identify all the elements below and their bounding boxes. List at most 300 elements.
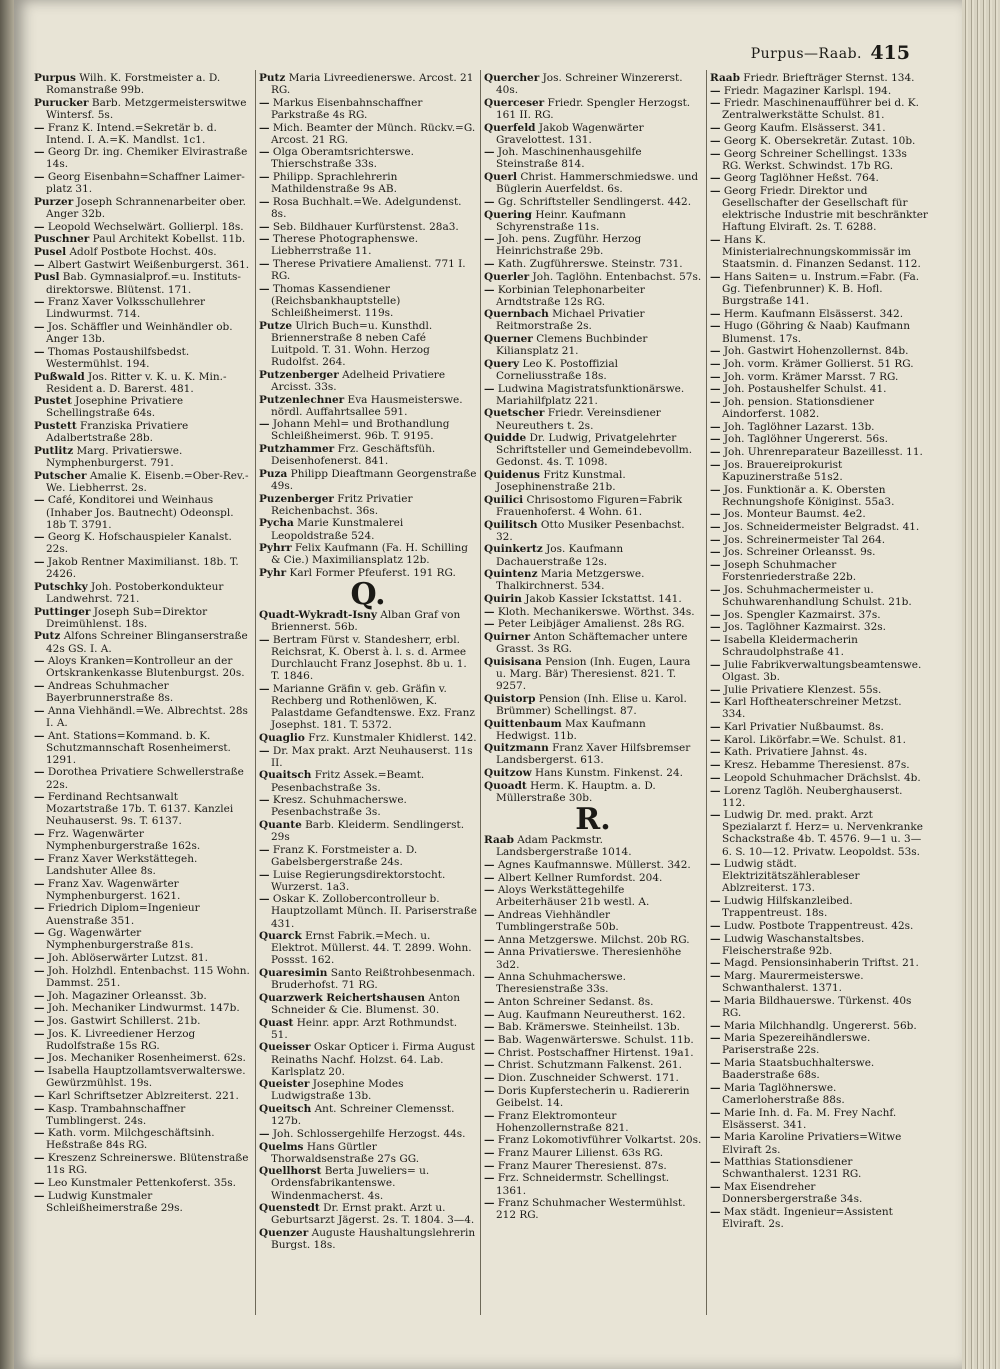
- entry-name: —: [34, 1189, 45, 1202]
- directory-entry: [34, 1015, 252, 1027]
- directory-entry: [34, 72, 252, 96]
- entry-details: Rosa Buchhalt.=We. Adelgundenst. 8s.: [271, 195, 462, 220]
- directory-entry: [710, 895, 928, 919]
- entry-name: Pustett: [34, 420, 77, 433]
- directory-entry: [484, 1134, 702, 1146]
- directory-entry: [34, 531, 252, 555]
- entry-name: —: [34, 1027, 45, 1040]
- directory-entry: [259, 233, 477, 257]
- entry-name: —: [710, 1019, 721, 1032]
- entry-details: Georg Friedr. Direktor und Gesellschafter der Gesellschaft für elektrische Industrie mit beschränkter Haftung Elviraft. 2s. T. 6288.: [722, 185, 928, 234]
- entry-details: Philipp. Sprachlehrerin Mathildenstraße 9s AB.: [271, 171, 398, 196]
- entry-details: Anton Schreiner Sedanst. 8s.: [497, 996, 654, 1008]
- entry-details: Julie Privatiere Klenzest. 55s.: [723, 683, 882, 696]
- directory-entry: [710, 1057, 928, 1081]
- entry-details: Joh. Mechaniker Lindwurmst. 147b.: [47, 1002, 240, 1015]
- entry-name: Raab: [484, 834, 514, 847]
- directory-entry: [710, 1032, 928, 1056]
- directory-entry: [484, 258, 702, 270]
- directory-entry: [34, 1103, 252, 1127]
- entry-details: Ludwig Dr. med. prakt. Arzt Spezialarzt f. Herz= u. Nervenkranke Schackstraße 4b. T. 4576. 9—1 u. 3—6. S. 10—12. Privatw. Leopoldst. 53s.: [722, 809, 923, 858]
- entry-name: Putschky: [34, 580, 88, 593]
- directory-entry: [34, 1002, 252, 1014]
- entry-details: Andreas Schuhmacher Bayerbrunnerstraße 8s.: [46, 680, 174, 705]
- entry-name: —: [34, 877, 45, 890]
- entry-name: —: [710, 759, 721, 772]
- directory-entry: [484, 1047, 702, 1059]
- entry-name: —: [34, 1152, 45, 1165]
- entry-details: Franz Xaver Hilfsbremser Landsbergerst. 613.: [496, 742, 691, 767]
- entry-details: Ludwina Magistratsfunktionärswe. Mariahilfplatz 221.: [496, 382, 685, 407]
- entry-details: Karl Schriftsetzer Ablzreiterst. 221.: [47, 1089, 239, 1102]
- entry-details: Seb. Bildhauer Kurfürstenst. 28a3.: [272, 220, 459, 233]
- entry-details: Jos. Spengler Kazmairst. 37s.: [723, 608, 881, 621]
- directory-entry: [34, 494, 252, 530]
- directory-entry: [259, 283, 477, 319]
- entry-details: Matthias Stationsdiener Schwanthalerst. 1231 RG.: [722, 1156, 862, 1181]
- directory-entry: [34, 965, 252, 989]
- entry-details: Jakob Rentner Maximilianst. 18b. T. 2426.: [46, 556, 239, 581]
- directory-entry: [710, 345, 928, 357]
- entry-name: —: [259, 220, 270, 233]
- entry-details: Joh. Taglöhner Lazarst. 13b.: [723, 420, 875, 433]
- directory-entry: [484, 308, 702, 332]
- entry-name: —: [710, 559, 721, 572]
- entry-details: Dr. Ludwig, Privatgelehrter Schriftsteller und Gemeindebevollm. Gedonst. 4s. T. 1098.: [496, 432, 693, 469]
- entry-details: Fritz Kunstmal. Josephinenstraße 21b.: [496, 469, 626, 494]
- entry-name: —: [259, 233, 270, 246]
- directory-entry: [710, 148, 928, 172]
- directory-entry: [484, 1009, 702, 1021]
- directory-entry: [34, 1028, 252, 1052]
- entry-details: Paul Architekt Kobellst. 11b.: [92, 233, 246, 246]
- entry-name: —: [484, 858, 495, 871]
- entry-name: —: [34, 828, 45, 841]
- page-edges: [962, 0, 1000, 1369]
- directory-entry: [710, 396, 928, 420]
- entry-name: —: [484, 1084, 495, 1097]
- entry-name: —: [484, 1034, 495, 1047]
- entry-name: —: [710, 994, 721, 1007]
- entry-name: —: [34, 1176, 45, 1189]
- directory-entry: [710, 1206, 928, 1230]
- directory-entry: [259, 967, 477, 991]
- entry-details: Hans Gürtler Thorwaldsenstraße 27s GG.: [271, 1140, 420, 1165]
- entry-details: Max städt. Ingenieur=Assistent Elviraft. 2s.: [722, 1205, 893, 1230]
- entry-details: Ludwig Kunstmaler Schleißheimerstraße 29s.: [46, 1189, 183, 1214]
- directory-entry: [710, 383, 928, 395]
- entry-details: Jos. Funktionär a. K. Obersten Rechnungshofe Königinst. 55a3.: [722, 483, 895, 508]
- entry-name: Quilitsch: [484, 518, 538, 531]
- entry-details: Ludwig Waschanstaltsbes. Fleischerstraße 92b.: [722, 932, 865, 957]
- entry-details: Joh. vorm. Krämer Marsst. 7 RG.: [723, 370, 899, 383]
- directory-entry: [710, 172, 928, 184]
- directory-entry: [484, 146, 702, 170]
- entry-name: —: [484, 1008, 495, 1021]
- entry-name: —: [710, 446, 721, 459]
- directory-entry: [34, 171, 252, 195]
- entry-details: Ant. Stations=Kommand. b. K. Schutzmannschaft Rosenheimerst. 1291.: [46, 729, 231, 766]
- entry-name: —: [710, 383, 721, 396]
- directory-entry: [259, 1041, 477, 1077]
- entry-details: Joh. pension. Stationsdiener Aindorferst. 1082.: [722, 395, 875, 421]
- directory-entry: [710, 759, 928, 771]
- entry-details: Joh. pens. Zugführ. Herzog Heinrichstraße 29b.: [496, 233, 642, 258]
- directory-entry: [34, 952, 252, 964]
- entry-name: —: [710, 733, 721, 746]
- entry-name: —: [710, 546, 721, 559]
- entry-details: Friedr. Briefträger Sternst. 134.: [743, 72, 915, 84]
- directory-entry: [484, 909, 702, 933]
- entry-name: —: [259, 634, 270, 646]
- entry-name: —: [34, 531, 45, 544]
- directory-entry: [710, 659, 928, 683]
- entry-name: —: [710, 1081, 721, 1094]
- directory-entry: [484, 209, 702, 233]
- entry-details: Oskar K. Zollobercontrolleur b. Hauptzollamt Münch. II. Pariserstraße 431.: [271, 893, 477, 930]
- entry-details: Joh. Postoberkondukteur Landwehrst. 721.: [46, 580, 224, 605]
- entry-name: Purzer: [34, 195, 74, 208]
- entry-name: —: [710, 185, 721, 197]
- entry-details: Kasp. Trambahnschaffner Tumblingerst. 24s.: [46, 1102, 186, 1127]
- letter-heading: R.: [575, 801, 611, 837]
- entry-details: Friedr. Spengler Herzogst. 161 II. RG.: [496, 96, 691, 121]
- entry-details: Ludwig Hilfskanzleibed. Trappentreust. 18s.: [722, 895, 853, 920]
- directory-entry: [484, 271, 702, 283]
- directory-entry: [259, 893, 477, 929]
- entry-details: Maria Taglöhnerswe. Camerloherstraße 88s.: [722, 1081, 845, 1106]
- entry-details: Karol. Likörfabr.=We. Schulst. 81.: [723, 733, 906, 746]
- directory-entry: [259, 634, 477, 682]
- directory-entry: [710, 609, 928, 621]
- entry-details: Santo Reißtrohbesenmach. Bruderhofst. 71 RG.: [271, 967, 476, 992]
- entry-details: Hans Kunstm. Finkenst. 24.: [534, 767, 683, 780]
- directory-entry: [710, 72, 928, 84]
- entry-name: Quering: [484, 208, 532, 221]
- entry-details: Ulrich Buch=u. Kunsthdl. Briennerstraße 8 neben Café Luitpold. T. 31. Wohn. Herzog Rudolfst. 264.: [271, 319, 433, 369]
- directory-entry: [484, 1147, 702, 1159]
- entry-details: Agnes Kaufmannswe. Müllerst. 342.: [497, 858, 691, 871]
- entry-details: Hans K. Ministerialrechnungskommissär im Staatsmin. d. Finanzen Sedanst. 112.: [722, 233, 921, 271]
- entry-name: —: [259, 744, 270, 757]
- entry-details: Maria Staatsbuchhalterswe. Baaderstraße 68s.: [722, 1057, 875, 1082]
- entry-details: Jos. Monteur Baumst. 4e2.: [723, 508, 866, 521]
- entry-details: Olga Oberamtsrichterswe. Thierschstraße 33s.: [271, 146, 414, 171]
- entry-details: Eva Hausmeisterswe. nördl. Auffahrtsallee 591.: [271, 393, 463, 418]
- entry-name: Pusl: [34, 271, 60, 284]
- directory-entry: [710, 320, 928, 344]
- entry-details: Ludwig städt. Elektrizitätszählerableser Ablzreiterst. 173.: [722, 858, 860, 895]
- directory-entry: [259, 443, 477, 467]
- entry-name: —: [710, 621, 721, 634]
- entry-name: —: [710, 533, 721, 546]
- directory-entry: [484, 1160, 702, 1172]
- directory-entry: [484, 593, 702, 605]
- entry-name: —: [259, 121, 270, 134]
- entry-details: Therese Photographenswe. Liebherrstraße 11.: [271, 233, 419, 258]
- entry-details: Jos. Ritter v. K. u. K. Min.-Resident a. D. Barerst. 481.: [46, 370, 227, 395]
- entry-name: Quetscher: [484, 407, 545, 420]
- entry-details: Friedr. Maschinenaufführer bei d. K. Zentralwerkstätte Schulst. 81.: [722, 97, 919, 122]
- directory-entry: [484, 233, 702, 257]
- directory-entry: [259, 72, 477, 96]
- entry-name: —: [710, 483, 721, 496]
- page-header: [14, 40, 962, 70]
- entry-details: Auguste Haushaltungslehrerin Burgst. 18s.: [271, 1226, 476, 1252]
- entry-details: Isabella Kleidermacherin Schraudolphstraße 41.: [722, 634, 858, 659]
- directory-entry: [484, 884, 702, 908]
- entry-name: —: [34, 1052, 45, 1065]
- entry-name: —: [34, 791, 45, 804]
- entry-name: —: [259, 171, 270, 184]
- entry-details: Karl Hoftheaterschreiner Metzst. 334.: [722, 696, 902, 721]
- entry-name: Purpus: [34, 72, 76, 84]
- entry-name: —: [34, 852, 45, 865]
- entry-details: Hans Saiten= u. Instrum.=Fabr. (Fa. Gg. Tiefenbrunner) K. B. Hofl. Burgstraße 141.: [722, 270, 920, 308]
- entry-name: —: [710, 307, 721, 320]
- entry-details: Karl Privatier Nußbaumst. 8s.: [723, 721, 884, 734]
- directory-entry: [34, 1127, 252, 1151]
- directory-entry: [259, 1078, 477, 1102]
- entry-details: Thomas Kassendiener (Reichsbankhauptstelle) Schleißheimerst. 119s.: [271, 282, 401, 320]
- entry-details: Bertram Fürst v. Standesherr, erbl. Reichsrat, K. Oberst à. l. s. d. Armee Durchlaucht Franz Josephst. 8b u. 1. T. 1846.: [271, 634, 467, 683]
- directory-entry: [259, 394, 477, 418]
- entry-name: —: [34, 321, 45, 333]
- entry-details: Alfons Schreiner Blinganserstraße 42s GS. I. A.: [46, 630, 248, 655]
- entry-details: Jos. Mechaniker Rosenheimerst. 62s.: [47, 1052, 246, 1065]
- entry-details: Jos. Gastwirt Schillerst. 21b.: [47, 1014, 201, 1027]
- entry-name: Queisser: [259, 1041, 311, 1054]
- entry-details: Kresz. Hebamme Theresienst. 87s.: [723, 759, 910, 772]
- entry-details: Kath. Privatiere Jahnst. 4s.: [723, 746, 868, 759]
- entry-details: Hugo (Göhring & Naab) Kaufmann Blumenst. 17s.: [722, 320, 910, 345]
- directory-column-3: [484, 72, 702, 1221]
- entry-name: Querner: [484, 333, 533, 346]
- entry-name: —: [484, 996, 495, 1008]
- entry-name: Quistorp: [484, 692, 536, 705]
- directory-entry: [484, 469, 702, 493]
- entry-details: Maria Livreedienerswe. Arcost. 21 RG.: [271, 72, 474, 97]
- entry-name: Putzenberger: [259, 368, 339, 381]
- entry-details: Jos. Schreiner Orleansst. 9s.: [723, 546, 876, 559]
- entry-name: —: [710, 97, 721, 110]
- directory-entry: [259, 369, 477, 393]
- directory-entry: [34, 321, 252, 345]
- entry-details: Jos. Schneidermeister Belgradst. 41.: [723, 521, 920, 534]
- directory-entry: [484, 656, 702, 692]
- entry-name: Pustet: [34, 395, 72, 408]
- directory-entry: [34, 878, 252, 902]
- entry-name: —: [259, 868, 270, 881]
- entry-name: —: [34, 766, 45, 779]
- directory-entry: [710, 484, 928, 508]
- entry-name: —: [34, 494, 45, 507]
- directory-entry: [34, 902, 252, 926]
- directory-entry: [710, 1107, 928, 1131]
- entry-details: Joh. Taglöhn. Entenbachst. 57s.: [532, 270, 702, 283]
- directory-entry: [710, 746, 928, 758]
- entry-name: Pyhrr: [259, 542, 292, 555]
- entry-name: —: [484, 195, 495, 208]
- directory-entry: [34, 791, 252, 827]
- directory-entry: [710, 97, 928, 121]
- directory-entry: [259, 609, 477, 633]
- entry-details: Lorenz Taglöh. Neuberghauserst. 112.: [722, 784, 903, 809]
- directory-entry: [710, 684, 928, 696]
- entry-name: —: [484, 871, 495, 884]
- entry-name: —: [259, 96, 270, 109]
- column-rule: [706, 70, 707, 1315]
- entry-details: Gg. Schriftsteller Sendlingerst. 442.: [497, 195, 692, 208]
- directory-column-1: [34, 72, 252, 1214]
- entry-name: Query: [484, 357, 520, 370]
- entry-name: —: [710, 1032, 721, 1045]
- directory-entry: [259, 683, 477, 731]
- entry-details: Herm. Kaufmann Elsässerst. 342.: [723, 307, 904, 320]
- entry-details: Marianne Gräfin v. geb. Gräfin v. Rechberg und Rothenlöwen, K. Palastdame Gefandtenswe. Exz. Franz Josephst. 181. T. 5372.: [271, 682, 475, 732]
- entry-details: Josephine Modes Ludwigstraße 13b.: [271, 1078, 404, 1103]
- entry-name: Quitzow: [484, 767, 532, 780]
- directory-entry: [484, 284, 702, 308]
- directory-entry: [484, 568, 702, 592]
- entry-details: Kath. vorm. Milchgeschäftsinh. Heßstraße 84s RG.: [46, 1127, 215, 1152]
- entry-name: —: [34, 704, 45, 717]
- entry-details: Therese Privatiere Amalienst. 771 I. RG.: [271, 258, 466, 283]
- entry-details: Frz. Geschäftsfüh. Deisenhofenerst. 841.: [271, 443, 436, 468]
- directory-entry: [259, 930, 477, 966]
- entry-details: Maria Metzgerswe. Thalkirchnerst. 534.: [496, 568, 645, 593]
- entry-details: Christ. Postschaffner Hirtenst. 19a1.: [497, 1046, 694, 1059]
- entry-details: Philipp Dieaftmann Georgenstraße 49s.: [271, 467, 477, 492]
- directory-entry: [484, 494, 702, 518]
- directory-entry: [484, 1197, 702, 1221]
- directory-entry: [710, 584, 928, 608]
- directory-entry: [710, 185, 928, 233]
- directory-entry: [259, 1017, 477, 1041]
- directory-entry: [34, 766, 252, 790]
- entry-name: —: [710, 1205, 721, 1218]
- entry-details: Dorothea Privatiere Schwellerstraße 22s.: [46, 766, 244, 791]
- directory-entry: [484, 1059, 702, 1071]
- directory-entry: [710, 546, 928, 558]
- entry-details: Franz Xav. Wagenwärter Nymphenburgerst. 1621.: [46, 877, 181, 902]
- entry-name: Quirner: [484, 631, 531, 644]
- entry-name: —: [34, 989, 45, 1002]
- directory-entry: [710, 271, 928, 307]
- entry-details: Oskar Opticer i. Firma August Reinaths Nachf. Holzst. 64. Lab. Karlsplatz 20.: [271, 1041, 475, 1078]
- directory-entry: [484, 834, 702, 858]
- entry-name: —: [710, 508, 721, 521]
- entry-name: —: [484, 884, 495, 897]
- entry-name: —: [34, 258, 45, 271]
- entry-details: Joh. Gastwirt Hohenzollernst. 84b.: [723, 345, 909, 358]
- entry-details: Magd. Pensionsinhaberin Triftst. 21.: [723, 957, 919, 970]
- entry-name: —: [34, 1102, 45, 1115]
- entry-name: —: [484, 1134, 495, 1147]
- entry-details: Jos. Schuhmachermeister u. Schuhwarenhandlung Schulst. 21b.: [722, 583, 912, 608]
- directory-entry: [34, 445, 252, 469]
- entry-name: Quisisana: [484, 655, 542, 668]
- entry-name: —: [484, 283, 495, 296]
- entry-name: —: [484, 618, 495, 631]
- entry-details: Joh. Taglöhner Ungererst. 56s.: [723, 433, 888, 446]
- entry-details: Herm. K. Hauptm. a. D. Müllerstraße 30b.: [496, 779, 656, 804]
- entry-name: —: [484, 908, 495, 921]
- entry-name: —: [710, 395, 721, 408]
- entry-name: —: [710, 634, 721, 647]
- entry-name: —: [710, 932, 721, 945]
- entry-name: —: [710, 420, 721, 433]
- entry-name: —: [710, 809, 721, 822]
- entry-details: Christ. Schutzmann Falkenst. 261.: [497, 1059, 682, 1072]
- entry-details: Clemens Buchbinder Kiliansplatz 21.: [496, 333, 648, 358]
- directory-entry: [710, 508, 928, 520]
- directory-entry: [259, 1103, 477, 1127]
- directory-entry: [259, 196, 477, 220]
- entry-details: Otto Musiker Pesenbachst. 32.: [496, 518, 685, 543]
- entry-name: —: [34, 121, 45, 134]
- entry-name: —: [710, 957, 721, 970]
- directory-entry: [34, 556, 252, 580]
- entry-name: —: [710, 84, 721, 97]
- entry-details: Wilh. K. Forstmeister a. D. Romanstraße 99b.: [46, 72, 221, 97]
- entry-details: Franz K. Forstmeister a. D. Gabelsbergerstraße 24s.: [271, 843, 418, 868]
- entry-name: —: [710, 784, 721, 797]
- directory-entry: [259, 542, 477, 566]
- entry-name: —: [259, 1127, 270, 1140]
- entry-name: —: [710, 1057, 721, 1070]
- entry-name: —: [710, 458, 721, 471]
- entry-name: —: [710, 357, 721, 370]
- entry-name: —: [710, 1106, 721, 1119]
- directory-entry: [259, 517, 477, 541]
- directory-entry: [259, 468, 477, 492]
- entry-name: —: [710, 683, 721, 696]
- entry-details: Joh. Magaziner Orleansst. 3b.: [47, 989, 207, 1002]
- entry-name: —: [34, 680, 45, 693]
- entry-name: —: [484, 233, 495, 246]
- entry-name: —: [484, 146, 495, 159]
- entry-name: —: [484, 1172, 495, 1185]
- directory-entry: [34, 1090, 252, 1102]
- directory-entry: [710, 634, 928, 658]
- directory-entry: [34, 1052, 252, 1064]
- entry-name: —: [710, 919, 721, 932]
- entry-name: —: [484, 1072, 495, 1085]
- entry-name: Quernbach: [484, 308, 549, 321]
- entry-details: Anna Viehhändl.=We. Albrechtst. 28s I. A.: [46, 704, 248, 729]
- directory-entry: [710, 1181, 928, 1205]
- directory-entry: [710, 772, 928, 784]
- entry-details: Georg Kaufm. Elsässerst. 341.: [723, 122, 886, 135]
- entry-name: —: [710, 1181, 721, 1193]
- directory-entry: [259, 1202, 477, 1226]
- entry-name: Quarzwerk Reichertshausen: [259, 991, 425, 1004]
- directory-entry: [34, 1190, 252, 1214]
- entry-name: —: [34, 655, 45, 668]
- directory-entry: [259, 1165, 477, 1201]
- entry-details: Marg. Maurermeisterswe. Schwanthalerst. 1371.: [722, 970, 864, 995]
- directory-entry: [710, 785, 928, 809]
- directory-entry: [710, 559, 928, 583]
- directory-entry: [710, 696, 928, 720]
- directory-entry: [34, 828, 252, 852]
- entry-name: Quirin: [484, 593, 522, 605]
- directory-entry: [484, 383, 702, 407]
- directory-entry: [484, 407, 702, 431]
- entry-details: Heinr. Kaufmann Schyrenstraße 11s.: [496, 208, 626, 233]
- directory-entry: [710, 933, 928, 957]
